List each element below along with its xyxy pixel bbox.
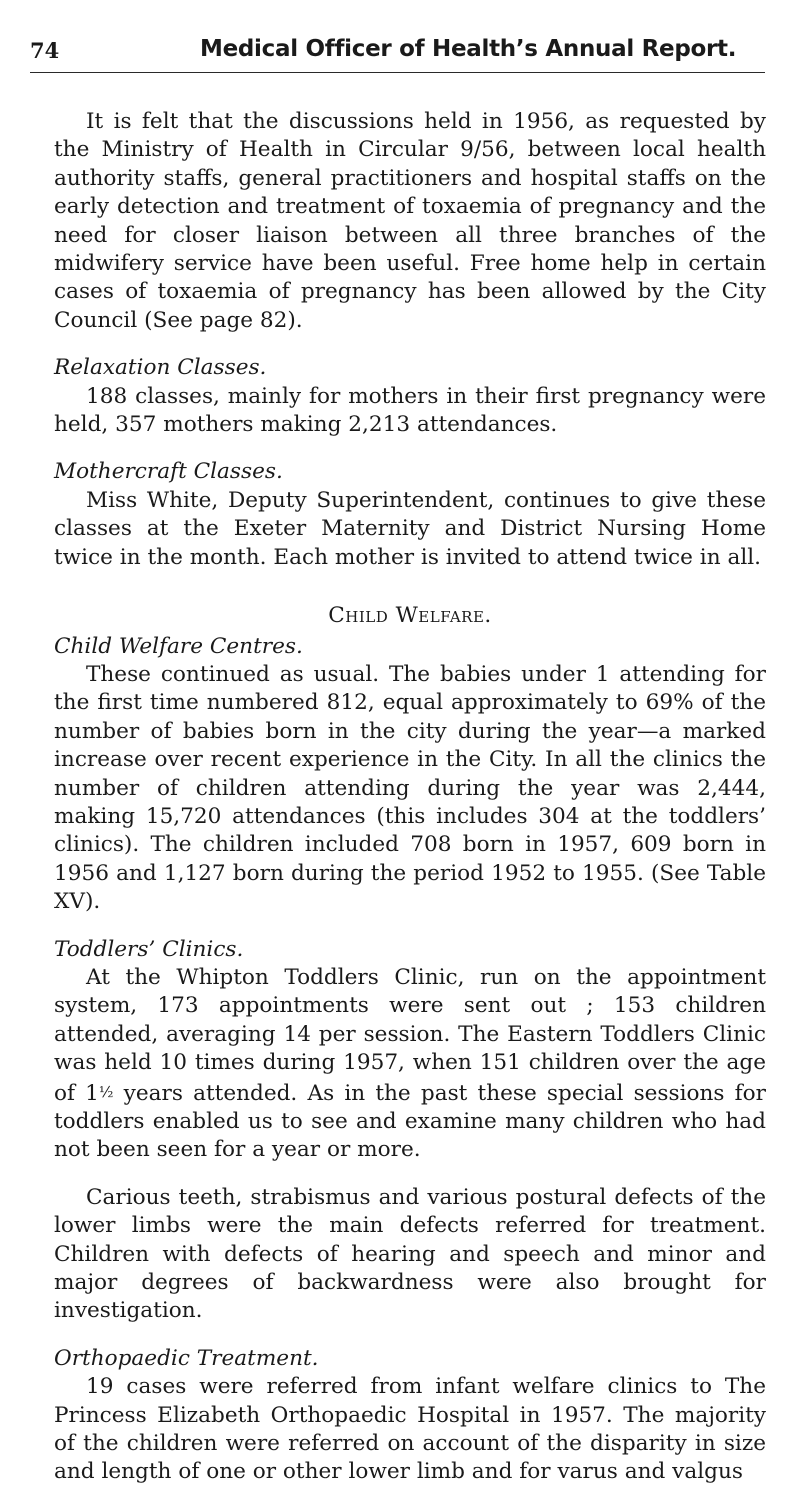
paragraph-relaxation: 188 classes, mainly for mothers in their first pregnancy were held, 357 mothers making 2,213 attendances.	[54, 383, 766, 438]
heading-child-welfare-centres: Child Welfare Centres.	[54, 633, 303, 659]
heading-mothercraft-classes: Mothercraft Classes.	[54, 459, 283, 485]
paragraph-toddlers-clinics	[54, 964, 766, 1165]
paragraph-mothercraft: Miss White, Deputy Superintendent, continues to give these classes at the Exeter Maternity and District Nursing Home twice in the month. Each mother is invited to attend twice in all.	[54, 487, 766, 570]
toddlers-text-part1: At the Whipton Toddlers Clinic, run on the appointment system, 173 appointments were sent out ; 153 children attended, averaging 14 per session. The Eastern Toddlers Clinic was held 10 times during 1957, when 151 children over the age of 1	[54, 964, 766, 1106]
paragraph-toxaemia: It is felt that the discussions held in 1956, as requested by the Ministry of Health in Circular 9/56, between local health authority staffs, general practitioners and hospital staffs on the early detection and treatment of toxaemia of pregnancy and the need for closer liaison between all three branches of the midwifery service have been useful. Free home help in certain cases of toxaemia of pregnancy has been allowed by the City Council (See page 82).	[54, 109, 766, 333]
report-body	[54, 108, 766, 1487]
heading-toddlers-clinics: Toddlers’ Clinics.	[54, 936, 244, 962]
section-title-child-welfare: Child Welfare.	[328, 603, 492, 629]
heading-orthopaedic-treatment: Orthopaedic Treatment.	[54, 1345, 319, 1371]
page-number: 74	[30, 38, 60, 63]
running-title: Medical Officer of Health’s Annual Report.	[200, 36, 737, 62]
paragraph-orthopaedic: 19 cases were referred from infant welfare clinics to The Princess Elizabeth Orthopaedic Hospital in 1957. The majority of the children were referred on account of the disparity in size and length of one or other lower limb and for varus and valgus	[54, 1374, 766, 1485]
heading-relaxation-classes: Relaxation Classes.	[54, 355, 267, 381]
toddlers-text-part2: years attended. As in the past these special sessions for toddlers enabled us to see and examine many children who had not been seen for a year or more.	[54, 1080, 766, 1163]
toddlers-fraction: ½	[98, 1082, 114, 1101]
paragraph-child-welfare-centres: These continued as usual. The babies under 1 attending for the first time numbered 812, equal approximately to 69% of the number of babies born in the city during the year—a marked increase over recent experience in the City. In all the clinics the number of children attending during the year was 2,444, making 15,720 attendances (this includes 304 at the toddlers’ clinics). The children included 708 born in 1957, 609 born in 1956 and 1,127 born during the period 1952 to 1955. (See Table XV).	[54, 661, 766, 915]
page-header	[30, 38, 765, 73]
paragraph-defects: Carious teeth, strabismus and various postural defects of the lower limbs were the main defects referred for treatment. Children with defects of hearing and speech and minor and major degrees of backwardness were also brought for investigation.	[54, 1184, 766, 1324]
